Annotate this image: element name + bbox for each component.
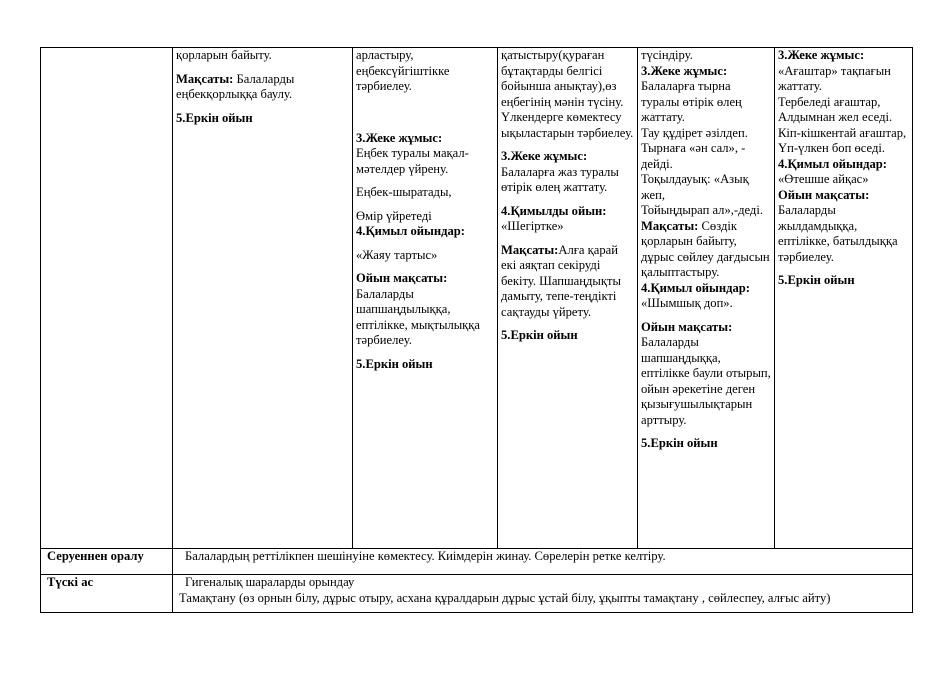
col-2-cell [353,48,498,549]
col5-paragraph [778,188,909,204]
col3-paragraph [501,149,634,165]
col4-paragraph [641,320,771,336]
col5-paragraph [778,172,909,188]
col1-label: Мақсаты: [176,71,234,86]
col2-paragraph [356,131,494,147]
col5-text: Кіп-кішкентай ағаштар, [778,125,907,140]
col3-text: қатыстыру(қураған бұтақтарды белгісі бойынша анықтау),өз еңбегінің мәнін түсіну. Үлкендерге көмектесу ықыластарын тәрбиелеу. [501,48,634,140]
col2-paragraph [356,185,494,201]
col2-paragraph [356,48,494,95]
col1-paragraph [176,111,349,127]
col5-text: Үп-үлкен боп өседі. [778,141,886,155]
col4-paragraph [641,281,771,297]
col3-paragraph [501,219,634,235]
col5-text: Ойын мақсаты: [778,187,870,202]
col2-text: Ойын мақсаты: [356,271,448,285]
col4-text: 5.Еркін ойын [641,436,718,450]
col2-paragraph [356,146,494,177]
col4-paragraph [641,172,771,203]
col3-label: Мақсаты: [501,242,559,257]
col4-paragraph [641,79,771,126]
col3-text: 4.Қимылды ойын: [501,203,607,218]
col3-text: Алға қарай екі аяқтап секіруді бекіту. Шапшаңдықты дамыту, тепе-теңдікті сақтауды үйрету. [501,242,621,319]
col-2-content [356,48,494,372]
col5-paragraph [778,203,909,265]
col4-label: Мақсаты: [641,218,699,233]
lunch-row [41,575,913,613]
col1-paragraph [176,48,349,64]
col4-text: Тау құдірет әзілдеп. Тырнаға «ән сал», - дейді. [641,125,748,171]
col-4-cell [638,48,775,549]
col5-text: 3.Жеке жұмыс: [778,48,865,62]
col5-paragraph [778,157,909,173]
lunch-row-content [173,575,913,613]
col5-text: Алдымнан жел еседі. [778,110,893,124]
col5-paragraph [778,48,909,64]
col2-text: 4.Қимыл ойындар: [356,224,465,238]
col1-text: Балаларды еңбекқорлыққа баулу. [176,71,295,101]
col4-text: Балаларға тырна туралы өтірік өлең жаттату. [641,79,742,124]
col4-text: Ойын мақсаты: [641,319,733,334]
col4-text: Балаларды шапшаңдыққа, ептілікке баули отырып, ойын әрекетіне деген қызығушылықтарын арттыру. [641,335,771,427]
col4-paragraph [641,436,771,452]
col2-text: арластыру, еңбексүйгіштікке тәрбиелеу. [356,48,450,93]
col2-text: Еңбек-шыратады, [356,185,452,199]
col2-text: Еңбек туралы мақал-мәтелдер үйрену. [356,146,469,176]
col4-text: Тоқылдауық: «Азық жеп, [641,172,749,202]
col3-paragraph [501,204,634,220]
col2-paragraph [356,209,494,225]
col4-paragraph [641,126,771,173]
col3-paragraph [501,48,634,141]
col-1-content [176,48,349,126]
col4-paragraph [641,64,771,80]
col5-text: 4.Қимыл ойындар: [778,156,887,171]
col3-paragraph [501,165,634,196]
col4-text: Сөздік қорларын байыту, дұрыс сөйлеу дағдысын қалыптастыру. [641,218,770,279]
col2-text: 3.Жеке жұмыс: [356,130,443,145]
col3-text: 3.Жеке жұмыс: [501,149,588,163]
col3-paragraph [501,328,634,344]
lunch-row-line-1: Гигеналық шараларды орындау [185,575,355,589]
plan-table [40,47,913,613]
col-5-content [778,48,909,289]
col5-paragraph [778,141,909,157]
col4-text: 4.Қимыл ойындар: [641,280,750,295]
col2-text: «Жаяу тартыс» [356,247,438,262]
col4-text: түсіндіру. [641,48,693,62]
col3-text: 5.Еркін ойын [501,328,578,342]
col2-text: 5.Еркін ойын [356,356,433,371]
col2-paragraph [356,248,494,264]
return-row-label: Серуеннен оралу [41,549,173,575]
col5-paragraph [778,126,909,142]
col3-paragraph [501,243,634,321]
col4-paragraph [641,335,771,428]
col-5-cell [775,48,913,549]
return-row-text: Балалардың реттілікпен шешінуіне көмектесу. Киімдерін жинау. Сөрелерін ретке келтіру. [173,549,913,575]
col5-text: Тербеледі ағаштар, [778,94,881,109]
col3-text: Балаларға жаз туралы өтірік өлең жаттату. [501,164,619,194]
lunch-row-label: Түскі ас [41,575,173,613]
col2-paragraph [356,224,494,240]
col-1-cell [173,48,353,549]
col4-paragraph [641,219,771,281]
col-3-cell [498,48,638,549]
col4-text: 3.Жеке жұмыс: [641,63,728,78]
row-label-empty [41,48,173,549]
col5-text: «Ағаштар» тақпағын жаттату. [778,63,891,93]
col2-paragraph [356,287,494,349]
col4-paragraph [641,203,771,219]
col-3-content [501,48,634,344]
col3-text: «Шегіртке» [501,219,564,233]
col5-paragraph [778,64,909,95]
col1-text: қорларын байыту. [176,48,272,62]
col2-text: Өмір үйретеді [356,208,432,223]
col2-paragraph [356,357,494,373]
col5-text: Балаларды жылдамдыққа, ептілікке, батылдыққа тәрбиелеу. [778,203,898,264]
col4-paragraph [641,296,771,312]
col5-paragraph [778,110,909,126]
col1-paragraph [176,72,349,103]
col5-paragraph [778,273,909,289]
col4-paragraph [641,48,771,64]
col5-text: 5.Еркін ойын [778,273,855,287]
col5-text: «Өтешше айқас» [778,172,869,186]
activities-row [41,48,913,549]
return-row [41,549,913,575]
lunch-row-line-2: Тамақтану (өз орнын білу, дұрыс отыру, асхана құралдарын дұрыс ұстай білу, ұқыпты тамақтану , сөйлеспеу, алғыс айту) [179,590,831,605]
col4-text: Тойыңдырап ал»,-деді. [641,203,763,217]
col4-text: «Шымшық доп». [641,296,733,310]
col2-paragraph [356,271,494,287]
col1-text: 5.Еркін ойын [176,110,253,125]
col2-text: Балаларды шапшаңдылыққа, ептілікке, мықтылыққа тәрбиелеу. [356,286,481,347]
col-4-content [641,48,771,452]
col5-paragraph [778,95,909,111]
